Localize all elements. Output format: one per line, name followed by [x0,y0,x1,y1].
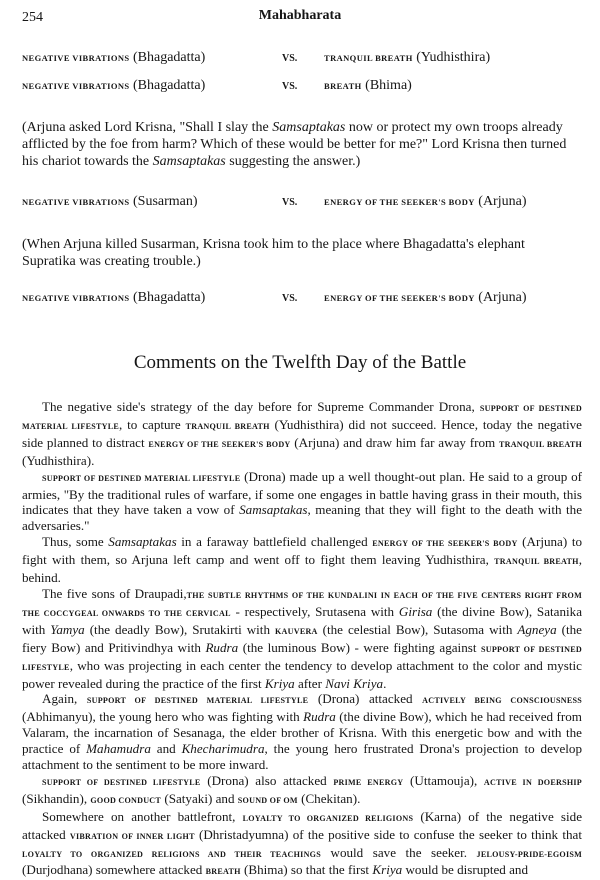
right-name: (Arjuna) [478,194,527,209]
text-run: (the fiery Bow) and Pritivindhya with [22,621,582,655]
left-term: NEGATIVE VIBRATIONS [22,197,130,207]
body-text [22,399,582,880]
smallcaps-term: JELOUSY-PRIDE-EGOISM [476,849,582,859]
smallcaps-term: VIBRATION OF INNER LIGHT [69,831,195,841]
paragraph [22,773,582,809]
smallcaps-term: ENERGY OF THE SEEKER'S BODY [148,439,291,449]
text-run: (Uttamouja), [403,772,484,788]
italic-term: Navi Kriya [325,675,384,691]
italic-term: Kriya [372,862,403,878]
text-run: (Yudhisthira) did not succeed. Hence, today the negative side planned to distract [22,416,582,450]
smallcaps-term: SUPPORT OF DESTINED MATERIAL LIFESTYLE [86,696,309,706]
smallcaps-term: SUPPORT OF DESTINED LIFESTYLE [22,644,583,672]
italic-term: Khecharimudra [181,741,265,757]
text-run: , to capture [119,416,186,432]
text-run: , who was projecting in each center the tendency to develop attachment to the color and mystic power revealed during the practice of the first [22,657,582,691]
paragraph [22,534,582,586]
text-run: (the celestial Bow), Sutasoma with [317,621,518,637]
left-name: (Bhagadatta) [133,290,206,305]
left-name: (Susarman) [133,194,198,209]
paragraph [22,399,582,469]
vs-label: VS. [282,197,298,208]
right-term: TRANQUIL BREATH [324,53,413,63]
vs-label: VS. [282,293,298,304]
text-run: (Chekitan). [297,790,361,806]
left-name: (Bhagadatta) [133,78,206,93]
text-run: . [383,675,387,691]
text-run: , meaning that they will fight to the death with the adversaries." [22,502,582,534]
text-run: (Arjuna) to fight with them, so Arjuna left camp and went off to fight them leaving Yudhisthira, [22,534,583,568]
right-name: (Bhima) [365,78,412,93]
right-term: BREATH [324,81,362,91]
vs-label: VS. [282,81,298,92]
smallcaps-term: ENERGY OF THE SEEKER'S BODY [372,539,518,549]
smallcaps-term: BREATH [205,867,241,877]
note-paragraph: (Arjuna asked Lord Krisna, "Shall I slay the Samsaptakas now or protect my own troops already afflicted by the foe from harm? Which of these would be better for me?" Lord Krisna then turned his chariot towards the Samsaptakas suggesting the answer.) [22,120,567,169]
section-heading: Comments on the Twelfth Day of the Battle [133,352,467,373]
text-run: (Abhimanyu), the young hero who was fighting with [22,709,304,725]
text-run: (Sikhandin), [22,790,91,806]
text-run: after [294,675,326,691]
smallcaps-term: TRANQUIL BREATH [185,421,270,431]
smallcaps-term: ACTIVELY BEING CONSCIOUSNESS [422,696,582,706]
left-term: NEGATIVE VIBRATIONS [22,53,130,63]
text-run: (Drona) attacked [308,691,423,707]
smallcaps-term: SUPPORT OF DESTINED MATERIAL LIFESTYLE [22,404,583,431]
pair-row [22,78,582,96]
right-term: ENERGY OF THE SEEKER'S BODY [324,197,475,207]
smallcaps-term: SUPPORT OF DESTINED LIFESTYLE [42,777,201,787]
pair-row [22,194,582,212]
italic-term: Agneya [517,621,557,637]
text-run: (the divine Bow), Satanika with [22,603,583,637]
left-term: NEGATIVE VIBRATIONS [22,81,130,91]
text-run: would save the seeker. [320,844,477,860]
text-run: (Dhristadyumna) of the positive side to confuse the seeker to think that [194,826,583,842]
text-run: (Drona) made up a well thought-out plan. He said to a group of armies, "By the traditional rules of warfare, if some one engages in battle having grass in their mouth, this indicates that they have taken a vow of [22,468,582,518]
smallcaps-term: ACTIVE IN DOERSHIP [483,777,582,787]
text-run: in a faraway battlefield challenged [176,534,373,550]
paragraph [22,809,582,880]
text-run: (the luminous Bow) - were fighting against [238,639,482,655]
paragraph [22,586,582,691]
text-run: Somewhere on another battlefront, [42,808,243,824]
smallcaps-term: THE SUBTLE RHYTHMS OF THE KUNDALINI IN EACH OF THE FIVE CENTERS RIGHT FROM THE COCCYGEAL ONWARDS TO THE CERVICAL [22,590,582,618]
right-term: ENERGY OF THE SEEKER'S BODY [324,293,475,303]
running-title: Mahabharata [258,8,342,23]
italic-term: Rudra [303,709,336,725]
right-name: (Yudhisthira) [416,50,491,65]
note-paragraph: (When Arjuna killed Susarman, Krisna took him to the place where Bhagadatta's elephant Supratika was creating trouble.) [22,237,525,269]
smallcaps-term: LOYALTY TO ORGANIZED RELIGIONS AND THEIR TEACHINGS [22,849,321,859]
text-run: , behind. [22,552,582,586]
text-run: The negative side's strategy of the day before for Supreme Commander Drona, [42,399,480,414]
text-run: (Durjodhana) somewhere attacked [22,862,206,878]
pair-row [22,50,582,68]
text-run: and [150,741,182,757]
text-run: (Drona) also attacked [200,772,334,788]
right-name: (Arjuna) [478,290,527,305]
smallcaps-term: SOUND OF OM [237,795,298,805]
italic-term: Kriya [264,675,295,691]
smallcaps-term: LOYALTY TO ORGANIZED RELIGIONS [242,813,414,823]
left-name: (Bhagadatta) [133,50,206,65]
italic-term: Girisa [398,603,433,619]
italic-term: Mahamudra [86,741,151,757]
text-run: (Bhima) so that the first [240,862,373,878]
text-run: , the young hero frustrated Drona's projection to develop attachment to the sentiment to be more inward. [22,741,582,773]
text-run: (Arjuna) and draw him far away from [290,434,499,450]
text-run: Thus, some [42,534,109,550]
smallcaps-term: SUPPORT OF DESTINED MATERIAL LIFESTYLE [42,473,241,483]
text-run: The five sons of Draupadi, [42,585,187,601]
text-run: (Karna) of the negative side attacked [22,808,583,842]
text-run: - respectively, Srutasena with [230,603,399,619]
page-number: 254 [22,10,43,25]
smallcaps-term: TRANQUIL BREATH [494,557,579,567]
paragraph [22,691,582,773]
italic-term: Samsaptakas [239,502,308,518]
pair-row [22,290,582,308]
smallcaps-term: TRANQUIL BREATH [498,439,583,449]
text-run: (the deadly Bow), Srutakirti with [84,621,275,637]
text-run: Again, [42,691,87,707]
paragraph [22,469,582,535]
smallcaps-term: KAUVERA [274,626,318,636]
text-run: (Yudhisthira). [22,452,95,468]
vs-label: VS. [282,53,298,64]
italic-term: Yamya [50,621,85,637]
italic-term: Rudra [205,639,239,655]
text-run: (Satyaki) and [161,790,238,806]
smallcaps-term: PRIME ENERGY [333,777,404,787]
text-run: (the divine Bow), which he had received from Valaram, the incarnation of Sesanaga, the elder brother of Krisna. With this energetic bow and with the practice of [22,709,582,757]
text-run: would be disrupted and [402,862,529,878]
left-term: NEGATIVE VIBRATIONS [22,293,130,303]
italic-term: Samsaptakas [108,534,177,550]
smallcaps-term: GOOD CONDUCT [90,795,162,805]
